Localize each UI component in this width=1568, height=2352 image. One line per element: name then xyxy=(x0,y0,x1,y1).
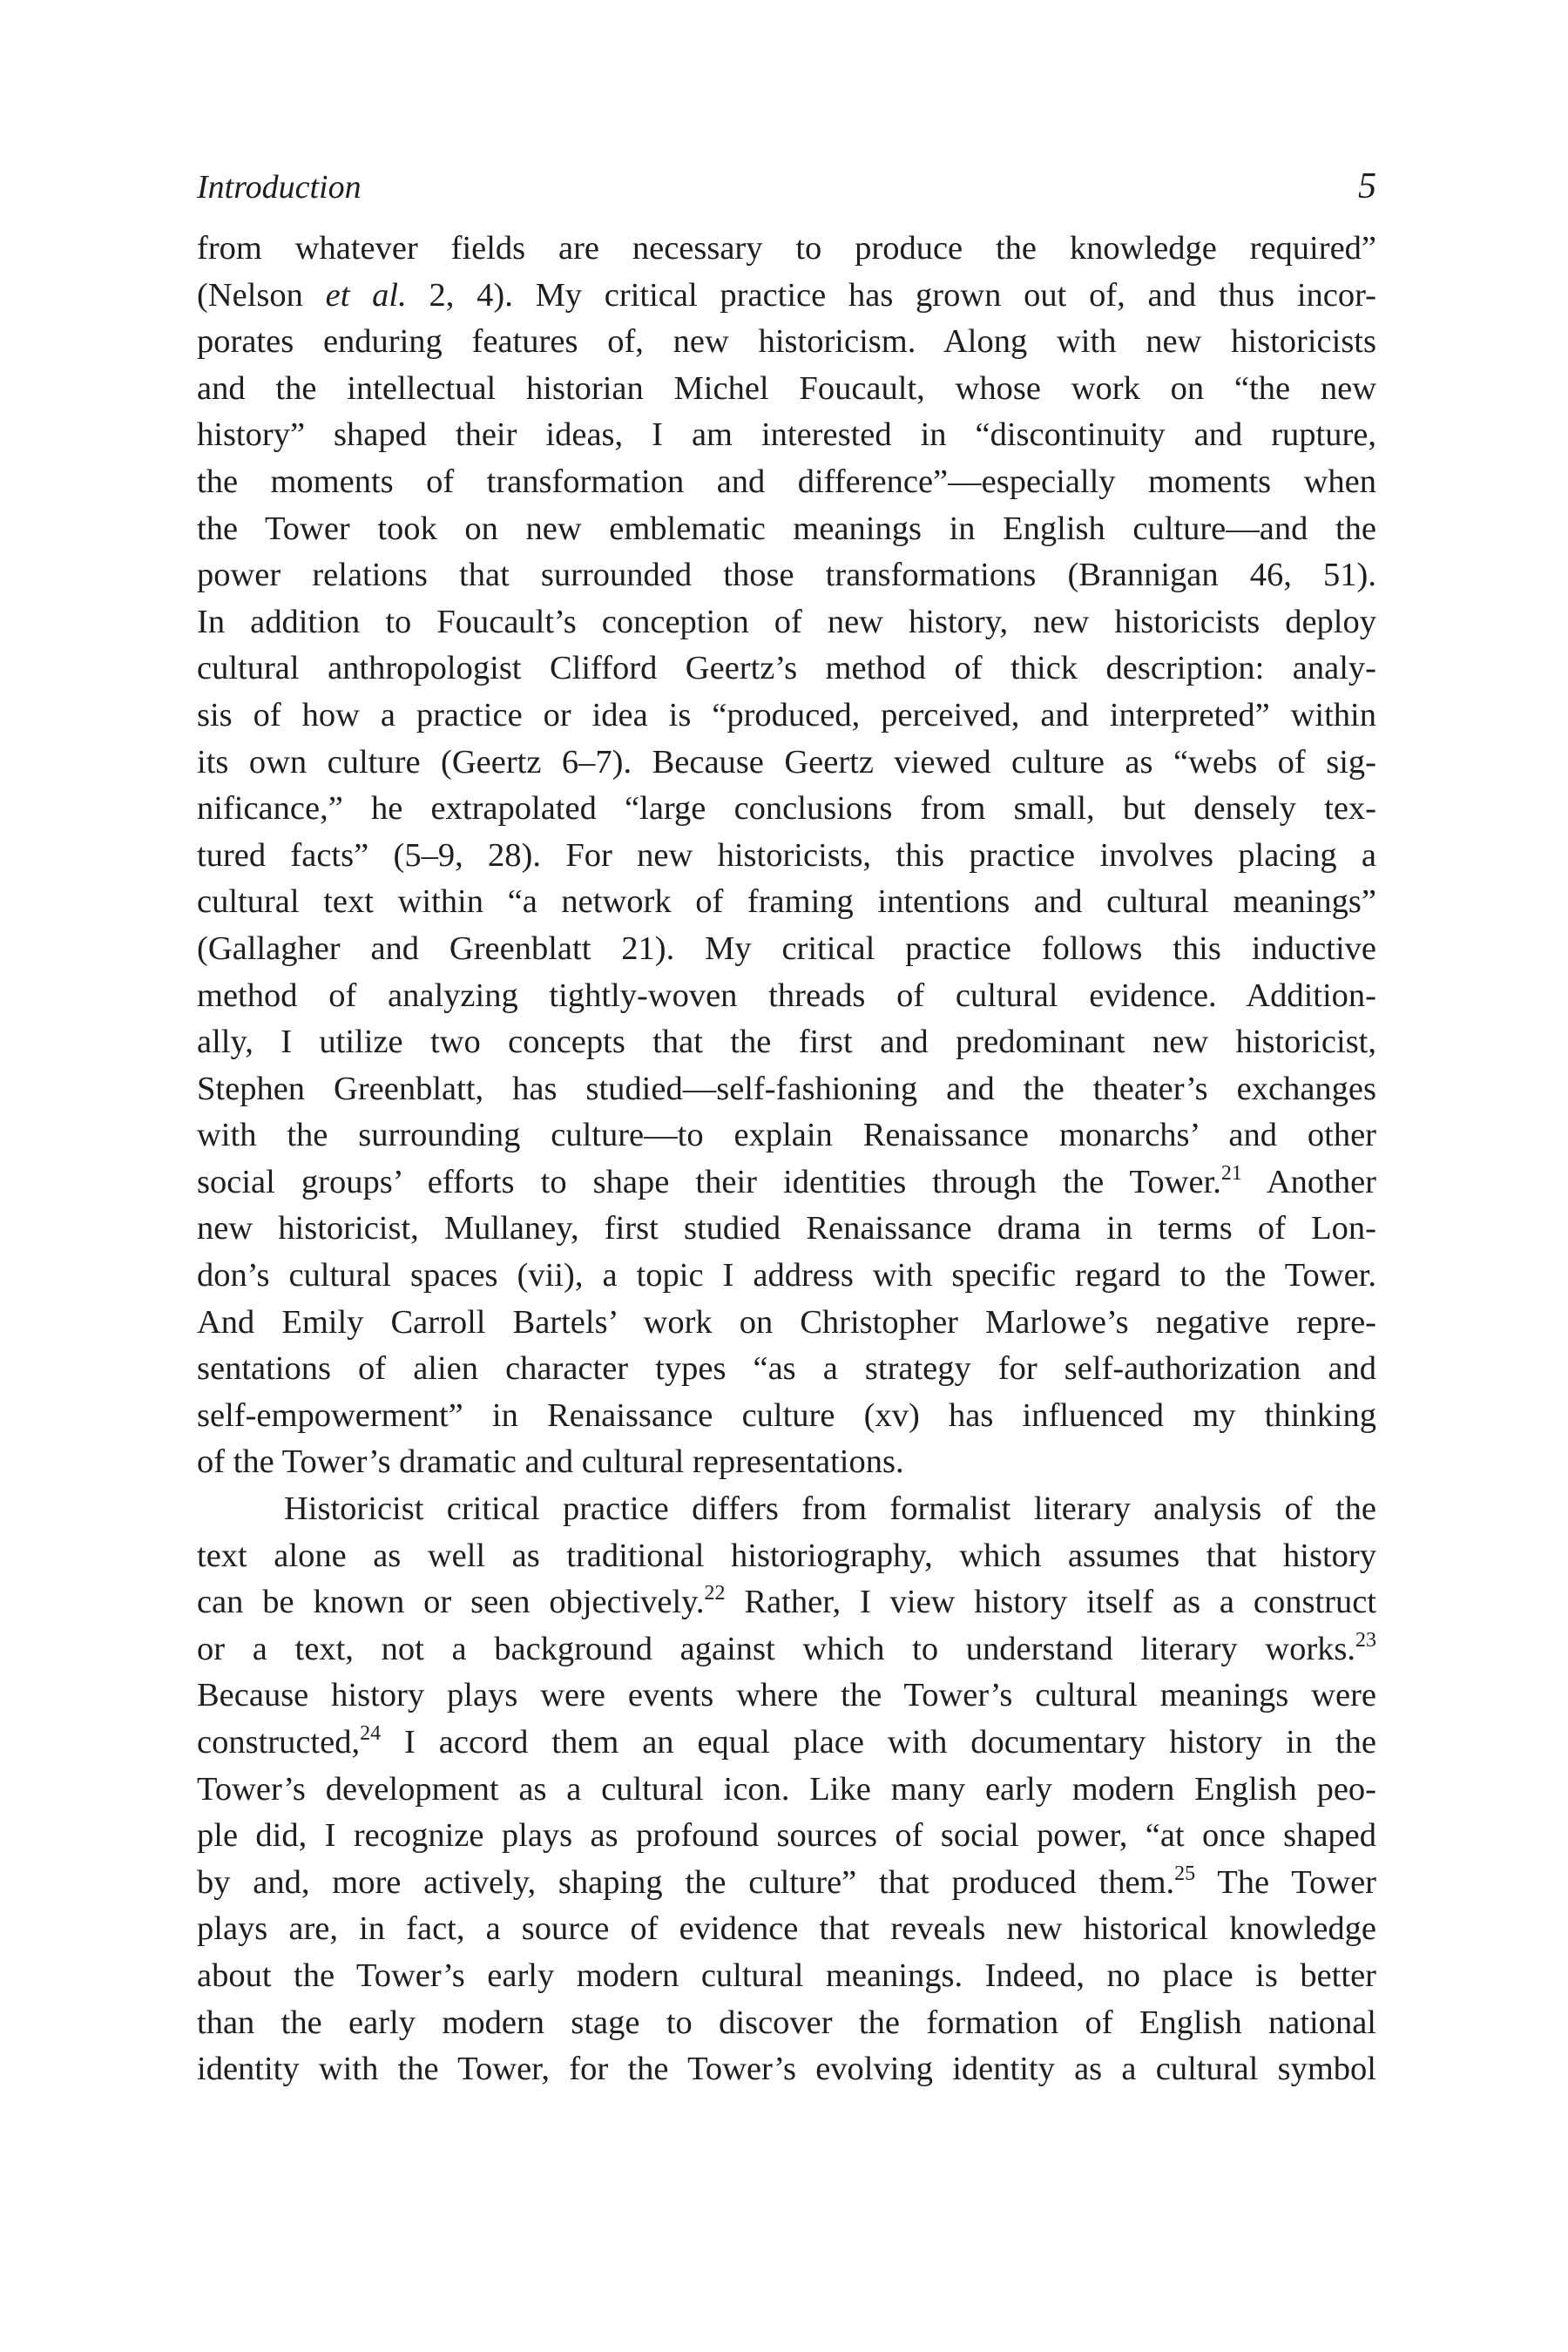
text-line: social groups’ efforts to shape their identities through the Tower.$^{21}$ Another xyxy=(197,1161,1376,1200)
text-line: (Gallagher and Greenblatt 21). My critical practice follows this inductive xyxy=(197,929,1376,967)
text-line: history” shaped their ideas, I am interested in “discontinuity and rupture, xyxy=(197,416,1376,454)
book-page xyxy=(197,166,1376,2093)
text-line: the Tower took on new emblematic meanings in English culture—and the xyxy=(197,510,1376,547)
text-line: its own culture (Geertz 6–7). Because Geertz viewed culture as “webs of sig- xyxy=(197,743,1376,781)
text-line: of the Tower’s dramatic and cultural representations. xyxy=(197,1443,904,1481)
text-line: identity with the Tower, for the Tower’s evolving identity as a cultural symbol xyxy=(197,2051,1376,2088)
text-line: with the surrounding culture—to explain Renaissance monarchs’ and other xyxy=(197,1117,1376,1154)
text-line: or a text, not a background against which to understand literary works.$^{23}$ xyxy=(197,1628,1376,1667)
text-line: tured facts” (5–9, 28). For new historicists, this practice involves placing a xyxy=(197,836,1376,874)
text-line: can be known or seen objectively.$^{22}$ Rather, I view history itself as a construct xyxy=(197,1582,1376,1621)
footnote-ref: 22 xyxy=(704,1582,726,1605)
footnote-ref: 23 xyxy=(1355,1628,1376,1652)
text-line: text alone as well as traditional historiography, which assumes that history xyxy=(197,1537,1376,1574)
text-line: cultural anthropologist Clifford Geertz’s method of thick description: analy- xyxy=(197,650,1376,687)
running-head xyxy=(197,166,1376,208)
text-line: Historicist critical practice differs from formalist literary analysis of the xyxy=(284,1490,1376,1528)
body-text xyxy=(197,226,1376,2093)
section-title: Introduction xyxy=(197,169,362,206)
text-line: and the intellectual historian Michel Foucault, whose work on “the new xyxy=(197,369,1376,407)
footnote-ref: 21 xyxy=(1220,1161,1242,1185)
text-line: plays are, in fact, a source of evidence that reveals new historical knowledge xyxy=(197,1910,1376,1948)
text-line: than the early modern stage to discover the formation of English national xyxy=(197,2004,1376,2041)
text-line: sentations of alien character types “as a strategy for self-authorization and xyxy=(197,1350,1376,1388)
text-line: And Emily Carroll Bartels’ work on Christopher Marlowe’s negative repre- xyxy=(197,1303,1376,1341)
text-line: In addition to Foucault’s conception of new history, new historicists deploy xyxy=(197,603,1376,640)
text-line: Stephen Greenblatt, has studied—self-fashioning and the theater’s exchanges xyxy=(197,1070,1376,1107)
text-line: power relations that surrounded those transformations (Brannigan 46, 51). xyxy=(197,557,1376,594)
text-line: self-empowerment” in Renaissance culture (xv) has influenced my thinking xyxy=(197,1396,1376,1434)
text-line: nificance,” he extrapolated “large conclusions from small, but densely tex- xyxy=(197,790,1376,828)
text-line: by and, more actively, shaping the culture” that produced them.$^{25}$ The Tower xyxy=(197,1862,1376,1901)
text-line: new historicist, Mullaney, first studied Renaissance drama in terms of Lon- xyxy=(197,1210,1376,1247)
footnote-ref: 25 xyxy=(1174,1862,1196,1885)
text-line: cultural text within “a network of framing intentions and cultural meanings” xyxy=(197,883,1376,921)
text-line: method of analyzing tightly-woven threads of cultural evidence. Addition- xyxy=(197,977,1376,1014)
text-line: the moments of transformation and difference”—especially moments when xyxy=(197,463,1376,500)
paragraph xyxy=(197,226,1376,1486)
footnote-ref: 24 xyxy=(360,1722,382,1745)
text-line: about the Tower’s early modern cultural meanings. Indeed, no place is better xyxy=(197,1957,1376,1994)
text-line: sis of how a practice or idea is “produced, perceived, and interpreted” within xyxy=(197,696,1376,733)
text-line: Because history plays were events where the Tower’s cultural meanings were xyxy=(197,1677,1376,1714)
paragraph xyxy=(197,1486,1376,2093)
text-line: (Nelson et al. 2, 4). My critical practice has grown out of, and thus incor- xyxy=(197,276,1376,314)
text-line: ple did, I recognize plays as profound sources of social power, “at once shaped xyxy=(197,1817,1376,1855)
text-line: don’s cultural spaces (vii), a topic I address with specific regard to the Tower. xyxy=(197,1257,1376,1294)
page-number: 5 xyxy=(1358,166,1376,206)
text-line: Tower’s development as a cultural icon. Like many early modern English peo- xyxy=(197,1770,1376,1808)
text-line: porates enduring features of, new historicism. Along with new historicists xyxy=(197,323,1376,361)
text-line: from whatever fields are necessary to produce the knowledge required” xyxy=(197,230,1376,267)
text-line: constructed,$^{24}$ I accord them an equal place with documentary history in the xyxy=(197,1722,1376,1761)
text-line: ally, I utilize two concepts that the first and predominant new historicist, xyxy=(197,1024,1376,1061)
